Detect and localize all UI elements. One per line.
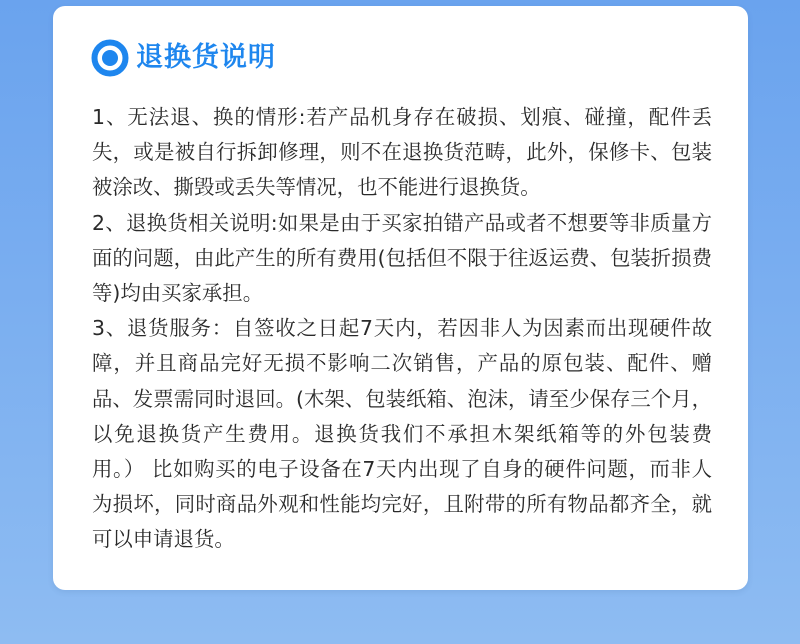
policy-paragraph-2: 2、退换货相关说明:如果是由于买家拍错产品或者不想要等非质量方面的问题，由此产生的所有费用(包括但不限于往返运费、包装折损费等)均由买家承担。 [92,210,712,306]
section-header [91,38,276,78]
return-policy-card [53,6,748,590]
policy-paragraph-1: 1、无法退、换的情形:若产品机身存在破损、划痕、碰撞，配件丢失，或是被自行拆卸修理，则不在退换货范畴，此外，保修卡、包装被涂改、撕毁或丢失等情况，也不能进行退换货。 [92,105,712,200]
policy-content [92,100,712,558]
policy-paragraph-3: 3、退货服务：自签收之日起7天内，若因非人为因素而出现硬件故障，并且商品完好无损不影响二次销售，产品的原包装、配件、赠品、发票需同时退回。(木架、包装纸箱、泡沫，请至少保存三个月，以免退换货产生费用。退换货我们不承担木架纸箱等的外包装费用。） 比如购买的电子设备在7天内出现了自身的硬件问题，而非人为损坏，同时商品外观和性能均完好，且附带的所有物品都齐全，就可以申请退货。 [92,316,712,552]
circle-bullet-icon [91,39,129,77]
page-title: 退换货说明 [136,42,276,73]
